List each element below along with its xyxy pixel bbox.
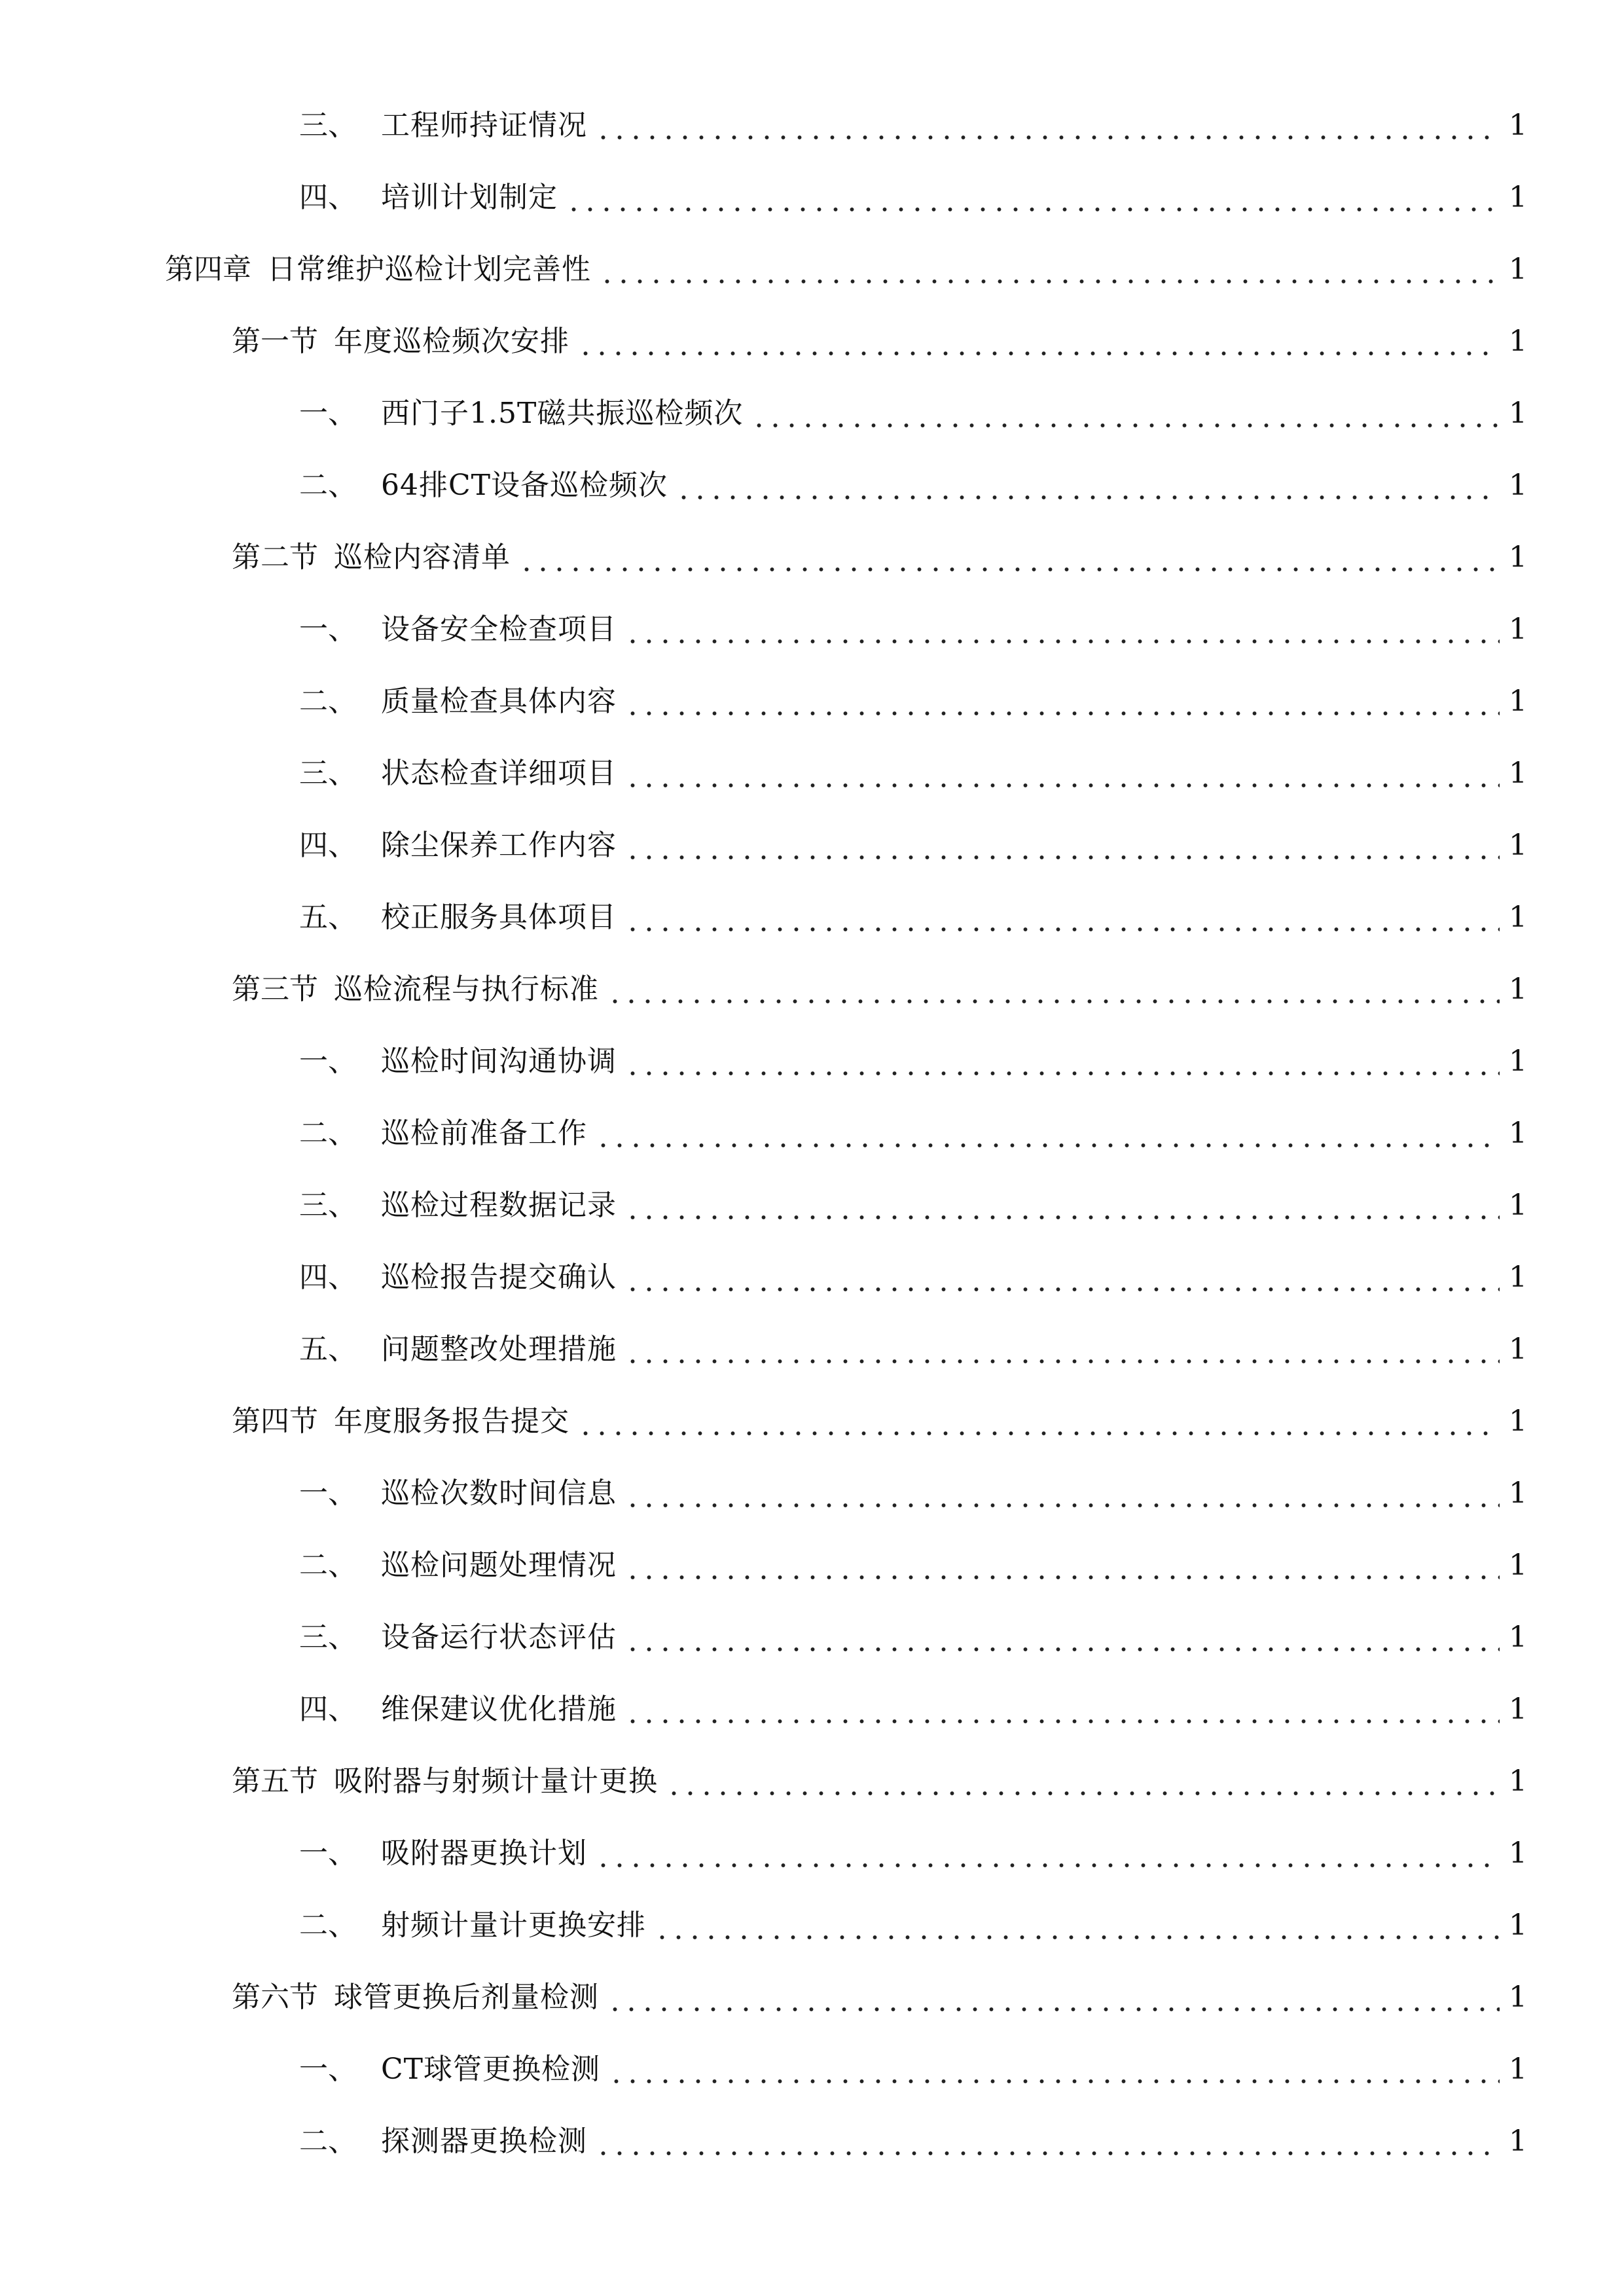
toc-dot-leader <box>624 1475 1500 1512</box>
toc-entry-title: 射频计量计更换安排 <box>381 1909 646 1942</box>
toc-entry-number: 二、 <box>299 2125 357 2158</box>
toc-entry-section[interactable] <box>0 524 1624 576</box>
toc-page-number: 1 <box>1509 181 1527 214</box>
toc-entry-number: 四、 <box>299 181 357 214</box>
toc-entry-title: 设备安全检查项目 <box>381 613 617 646</box>
toc-entry-number: 第六节 <box>232 1981 318 2014</box>
toc-entry-number: 第四节 <box>232 1405 318 1438</box>
toc-entry-section[interactable] <box>0 1388 1624 1440</box>
toc-entry-chapter[interactable] <box>0 236 1624 288</box>
toc-dot-leader <box>624 1043 1500 1080</box>
toc-dot-leader <box>624 1259 1500 1296</box>
toc-page-number: 1 <box>1509 1837 1527 1870</box>
toc-entry-number: 二、 <box>299 1909 357 1942</box>
toc-entry-number: 第五节 <box>232 1765 318 1798</box>
toc-entry-number: 四、 <box>299 829 357 862</box>
toc-entry[interactable] <box>0 884 1624 936</box>
toc-dot-leader <box>624 1619 1500 1656</box>
toc-entry-title: 巡检前准备工作 <box>381 1117 587 1150</box>
toc-entry-number: 二、 <box>299 469 357 502</box>
toc-entry-title: 巡检流程与执行标准 <box>334 973 599 1006</box>
toc-page-number: 1 <box>1509 1189 1527 1222</box>
toc-entry[interactable] <box>0 1316 1624 1368</box>
toc-dot-leader <box>577 323 1500 360</box>
toc-entry-number: 四、 <box>299 1693 357 1726</box>
toc-dot-leader <box>607 1979 1500 2016</box>
toc-entry-title: 维保建议优化措施 <box>381 1693 617 1726</box>
toc-entry[interactable] <box>0 1820 1624 1872</box>
toc-entry-number: 一、 <box>299 397 357 430</box>
toc-entry[interactable] <box>0 596 1624 648</box>
toc-page-number: 1 <box>1509 685 1527 718</box>
toc-page-number: 1 <box>1509 829 1527 862</box>
toc-dot-leader <box>676 467 1500 504</box>
toc-dot-leader <box>595 1835 1500 1872</box>
toc-entry-title: 设备运行状态评估 <box>381 1621 617 1654</box>
toc-page-number: 1 <box>1509 2053 1527 2086</box>
toc-page-number: 1 <box>1509 1981 1527 2014</box>
toc-entry-number: 一、 <box>299 1837 357 1870</box>
toc-entry-number: 二、 <box>299 1117 357 1150</box>
toc-entry[interactable] <box>0 812 1624 864</box>
toc-dot-leader <box>566 179 1500 216</box>
toc-entry-number: 三、 <box>299 757 357 790</box>
toc-page-number: 1 <box>1509 1117 1527 1150</box>
toc-entry[interactable] <box>0 1172 1624 1224</box>
toc-entry-number: 五、 <box>299 901 357 934</box>
toc-entry-title: 球管更换后剂量检测 <box>334 1981 599 2014</box>
toc-entry-section[interactable] <box>0 1964 1624 2016</box>
toc-entry[interactable] <box>0 1028 1624 1080</box>
toc-entry-title: 巡检报告提交确认 <box>381 1261 617 1294</box>
toc-page-number: 1 <box>1509 2125 1527 2158</box>
toc-page-number: 1 <box>1509 1765 1527 1798</box>
toc-page-number: 1 <box>1509 109 1527 142</box>
toc-entry-title: 巡检时间沟通协调 <box>381 1045 617 1078</box>
toc-entry-title: 状态检查详细项目 <box>381 757 617 790</box>
toc-page-number: 1 <box>1509 1405 1527 1438</box>
toc-page-number: 1 <box>1509 613 1527 646</box>
toc-entry-number: 三、 <box>299 1621 357 1654</box>
toc-dot-leader <box>624 1187 1500 1224</box>
toc-page-number: 1 <box>1509 397 1527 430</box>
toc-page-number: 1 <box>1509 1261 1527 1294</box>
toc-dot-leader <box>624 755 1500 792</box>
toc-entry-title: 巡检内容清单 <box>334 541 511 574</box>
toc-entry[interactable] <box>0 1892 1624 1944</box>
toc-entry[interactable] <box>0 1244 1624 1296</box>
toc-entry-number: 四、 <box>299 1261 357 1294</box>
toc-entry-title: 吸附器更换计划 <box>381 1837 587 1870</box>
toc-entry-title: 探测器更换检测 <box>381 2125 587 2158</box>
toc-page-number: 1 <box>1509 1693 1527 1726</box>
toc-entry-title: 巡检过程数据记录 <box>381 1189 617 1222</box>
toc-entry-number: 一、 <box>299 2053 357 2086</box>
toc-dot-leader <box>624 1691 1500 1728</box>
toc-dot-leader <box>595 2123 1500 2160</box>
toc-entry-title: 64排CT设备巡检频次 <box>381 469 668 502</box>
toc-page-number: 1 <box>1509 1549 1527 1582</box>
toc-entry-number: 第一节 <box>232 325 318 358</box>
toc-dot-leader <box>624 611 1500 648</box>
toc-entry-number: 第三节 <box>232 973 318 1006</box>
toc-dot-leader <box>654 1907 1500 1944</box>
toc-entry[interactable] <box>0 1604 1624 1656</box>
toc-entry-title: 西门子1.5T磁共振巡检频次 <box>381 397 744 430</box>
toc-entry-title: 工程师持证情况 <box>381 109 587 142</box>
toc-entry-number: 二、 <box>299 685 357 718</box>
toc-dot-leader <box>624 683 1500 720</box>
toc-entry-number: 二、 <box>299 1549 357 1582</box>
toc-dot-leader <box>608 2051 1500 2088</box>
toc-dot-leader <box>624 1547 1500 1584</box>
toc-entry-number: 一、 <box>299 1045 357 1078</box>
toc-entry-title: 除尘保养工作内容 <box>381 829 617 862</box>
toc-entry[interactable] <box>0 92 1624 144</box>
toc-dot-leader <box>624 1331 1500 1368</box>
toc-entry[interactable] <box>0 452 1624 504</box>
toc-entry[interactable] <box>0 1460 1624 1512</box>
toc-entry-title: 校正服务具体项目 <box>381 901 617 934</box>
toc-page-number: 1 <box>1509 973 1527 1006</box>
toc-page-number: 1 <box>1509 1621 1527 1654</box>
toc-entry-title: CT球管更换检测 <box>381 2053 601 2086</box>
toc-entry-section[interactable] <box>0 1748 1624 1800</box>
toc-dot-leader <box>595 107 1500 144</box>
toc-entry[interactable] <box>0 164 1624 216</box>
toc-dot-leader <box>751 395 1500 432</box>
toc-entry-title: 年度服务报告提交 <box>334 1405 569 1438</box>
toc-dot-leader <box>595 1115 1500 1152</box>
toc-entry-number: 第二节 <box>232 541 318 574</box>
toc-entry-number: 三、 <box>299 1189 357 1222</box>
toc-entry-number: 第四章 <box>165 253 251 286</box>
toc-page-number: 1 <box>1509 325 1527 358</box>
toc-entry-title: 巡检问题处理情况 <box>381 1549 617 1582</box>
toc-page-number: 1 <box>1509 469 1527 502</box>
toc-entry[interactable] <box>0 740 1624 792</box>
toc-dot-leader <box>599 251 1500 288</box>
toc-page-number: 1 <box>1509 901 1527 934</box>
toc-entry[interactable] <box>0 668 1624 720</box>
toc-entry-section[interactable] <box>0 308 1624 360</box>
toc-dot-leader <box>624 827 1500 864</box>
toc-entry[interactable] <box>0 2108 1624 2160</box>
toc-page-number: 1 <box>1509 1045 1527 1078</box>
toc-entry-number: 三、 <box>299 109 357 142</box>
toc-entry-title: 吸附器与射频计量计更换 <box>334 1765 658 1798</box>
toc-page-number: 1 <box>1509 253 1527 286</box>
toc-dot-leader <box>666 1763 1500 1800</box>
toc-entry-title: 培训计划制定 <box>381 181 558 214</box>
toc-entry[interactable] <box>0 1100 1624 1152</box>
toc-entry-number: 一、 <box>299 1477 357 1510</box>
toc-dot-leader <box>624 899 1500 936</box>
toc-entry-number: 一、 <box>299 613 357 646</box>
toc-dot-leader <box>577 1403 1500 1440</box>
toc-entry[interactable] <box>0 1676 1624 1728</box>
toc-entry[interactable] <box>0 1532 1624 1584</box>
toc-entry-title: 质量检查具体内容 <box>381 685 617 718</box>
toc-page-number: 1 <box>1509 1333 1527 1366</box>
toc-dot-leader <box>607 971 1500 1008</box>
toc-entry-title: 问题整改处理措施 <box>381 1333 617 1366</box>
toc-entry-section[interactable] <box>0 956 1624 1008</box>
toc-entry[interactable] <box>0 2036 1624 2088</box>
toc-page-number: 1 <box>1509 1909 1527 1942</box>
toc-page-number: 1 <box>1509 1477 1527 1510</box>
toc-dot-leader <box>518 539 1500 576</box>
toc-page-number: 1 <box>1509 757 1527 790</box>
toc-entry-title: 日常维护巡检计划完善性 <box>267 253 591 286</box>
toc-entry-title: 年度巡检频次安排 <box>334 325 569 358</box>
toc-entry[interactable] <box>0 380 1624 432</box>
toc-entry-number: 五、 <box>299 1333 357 1366</box>
toc-page-number: 1 <box>1509 541 1527 574</box>
toc-entry-title: 巡检次数时间信息 <box>381 1477 617 1510</box>
